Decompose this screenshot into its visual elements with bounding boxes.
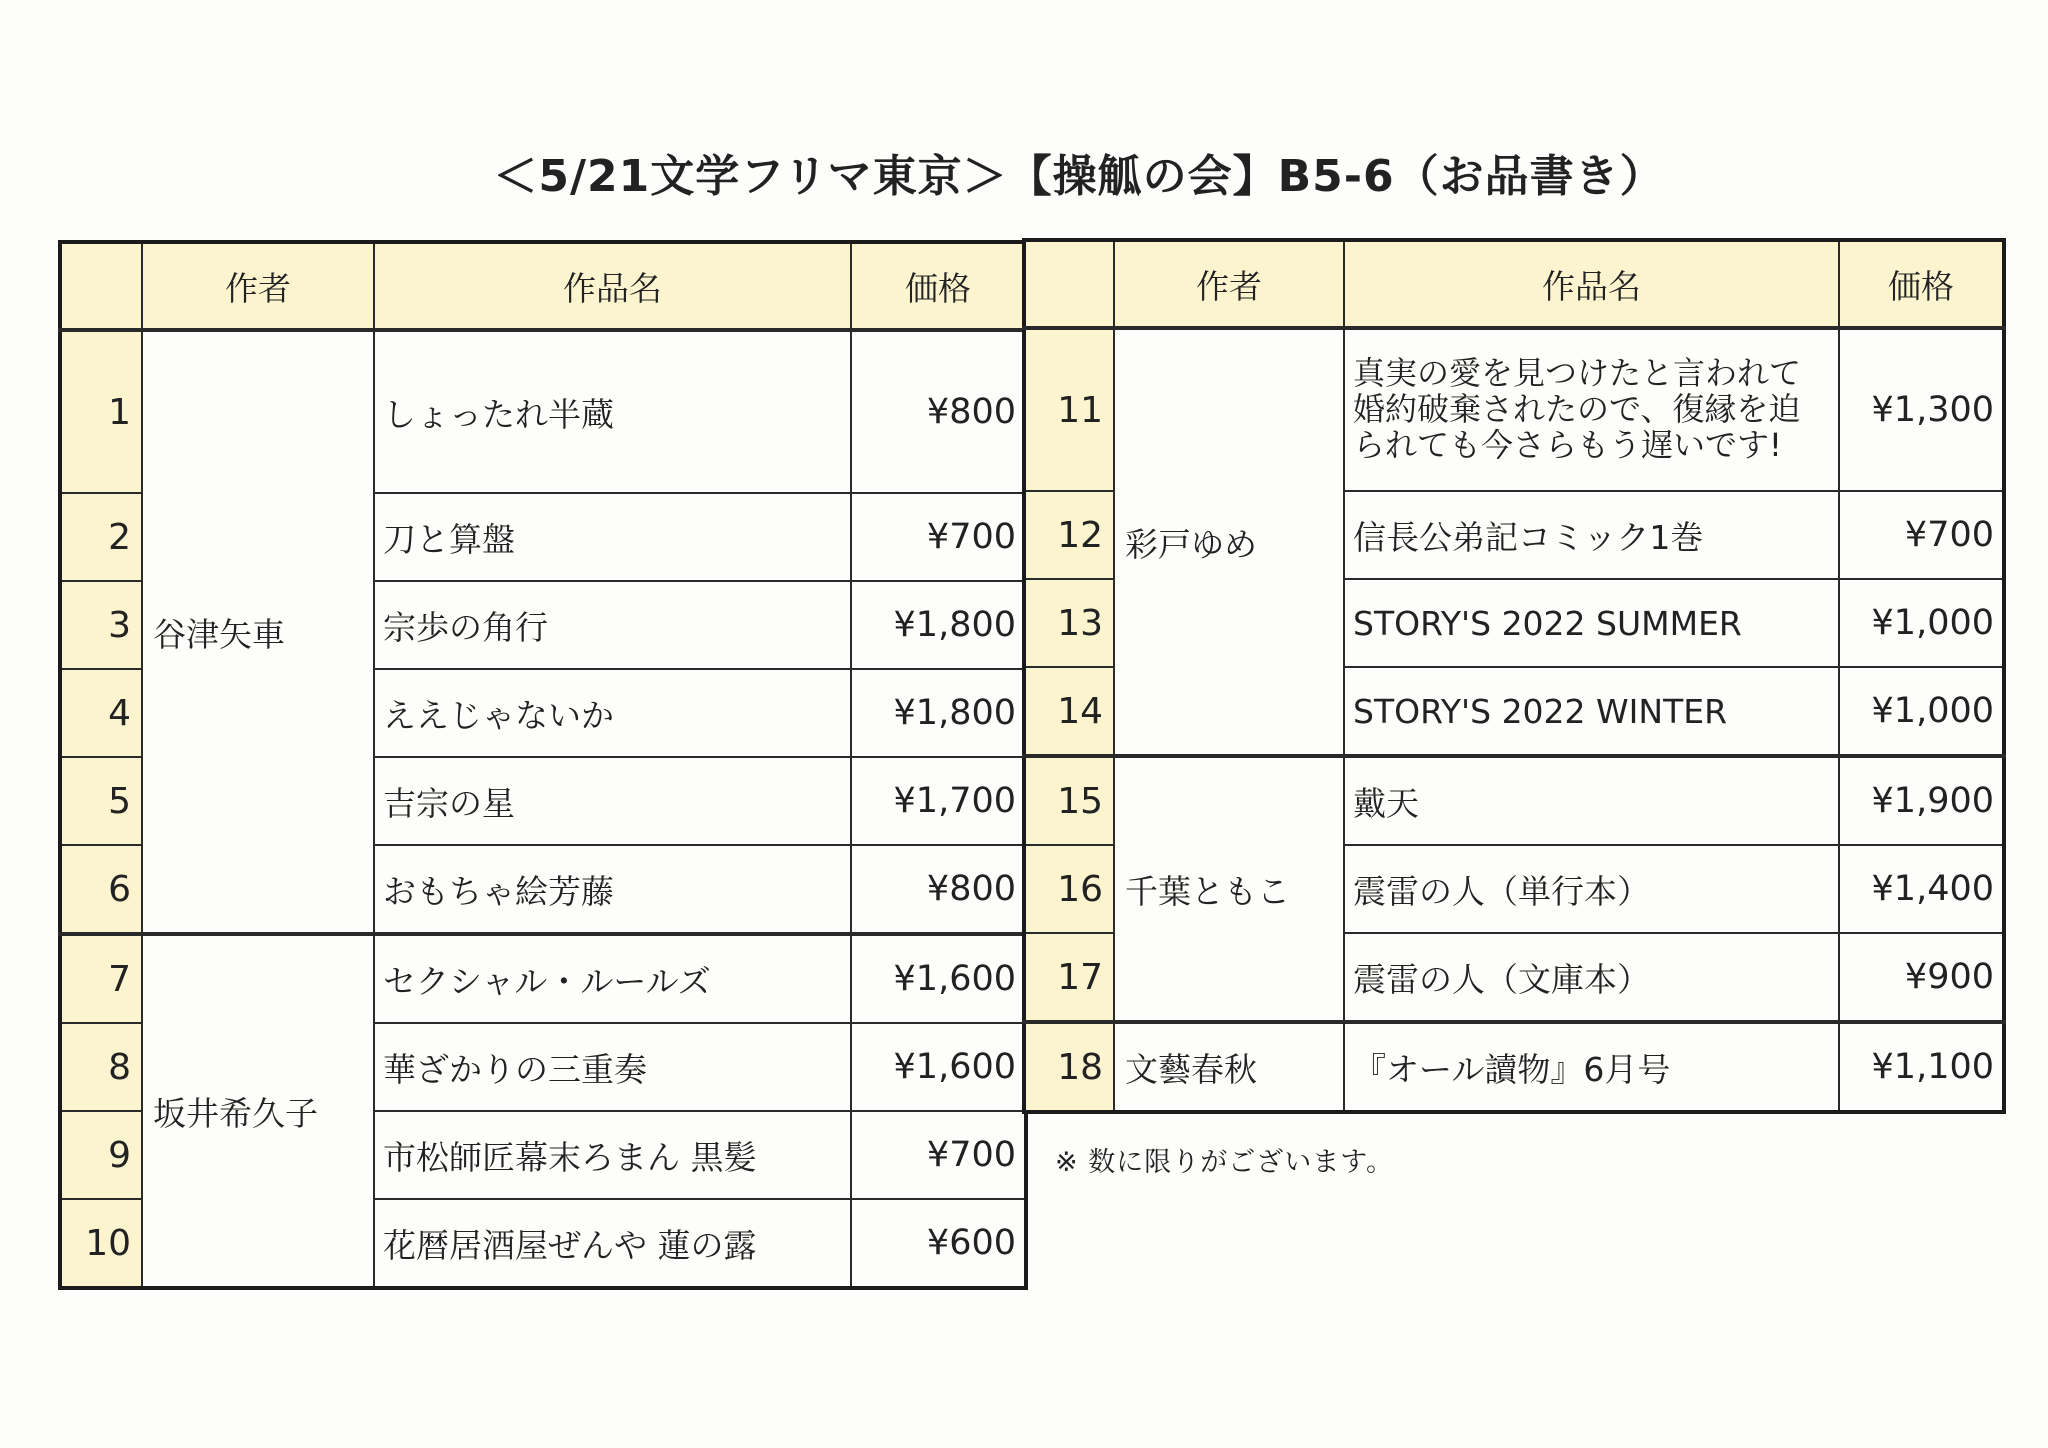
work-title: 震雷の人（単行本） <box>1344 845 1839 933</box>
work-title: 吉宗の星 <box>374 757 851 845</box>
item-number: 7 <box>60 934 142 1023</box>
work-title: 戴天 <box>1344 756 1839 845</box>
item-number: 11 <box>1024 328 1114 491</box>
item-number: 15 <box>1024 756 1114 845</box>
table-row <box>1024 328 2004 491</box>
work-title: しょったれ半蔵 <box>374 330 851 493</box>
work-title: セクシャル・ルールズ <box>374 934 851 1023</box>
price: ¥1,400 <box>1839 845 2004 933</box>
item-number: 5 <box>60 757 142 845</box>
price: ¥1,900 <box>1839 756 2004 845</box>
item-number: 4 <box>60 669 142 757</box>
work-title: 華ざかりの三重奏 <box>374 1023 851 1111</box>
table-row <box>60 934 1026 1023</box>
catalog-table-right <box>1022 238 2006 1114</box>
price: ¥1,800 <box>851 669 1026 757</box>
header-work: 作品名 <box>374 242 851 330</box>
price: ¥1,000 <box>1839 579 2004 667</box>
header-author: 作者 <box>1114 240 1344 328</box>
price: ¥800 <box>851 330 1026 493</box>
item-number: 16 <box>1024 845 1114 933</box>
table-row <box>1024 756 2004 845</box>
author-cell: 彩戸ゆめ <box>1114 328 1344 756</box>
work-title: STORY'S 2022 SUMMER <box>1344 579 1839 667</box>
author-cell: 文藝春秋 <box>1114 1022 1344 1112</box>
work-title: 『オール讀物』6月号 <box>1344 1022 1839 1112</box>
catalog-table-left <box>58 240 1028 1290</box>
author-cell: 谷津矢車 <box>142 330 374 934</box>
table-row <box>1024 1022 2004 1112</box>
stock-note: ※ 数に限りがございます。 <box>1055 1147 1395 1178</box>
item-number: 18 <box>1024 1022 1114 1112</box>
header-row <box>1024 240 2004 328</box>
item-number: 9 <box>60 1111 142 1199</box>
item-number: 13 <box>1024 579 1114 667</box>
work-title: 花暦居酒屋ぜんや 蓮の露 <box>374 1199 851 1288</box>
work-title: STORY'S 2022 WINTER <box>1344 667 1839 756</box>
author-cell: 坂井希久子 <box>142 934 374 1288</box>
price: ¥700 <box>851 493 1026 581</box>
item-number: 17 <box>1024 933 1114 1022</box>
header-price: 価格 <box>851 242 1026 330</box>
work-title: ええじゃないか <box>374 669 851 757</box>
header-author: 作者 <box>142 242 374 330</box>
work-title: おもちゃ絵芳藤 <box>374 845 851 934</box>
header-no <box>1024 240 1114 328</box>
item-number: 10 <box>60 1199 142 1288</box>
item-number: 12 <box>1024 491 1114 579</box>
page-title: ＜5/21文学フリマ東京＞【操觚の会】B5-6（お品書き） <box>493 151 1665 202</box>
item-number: 3 <box>60 581 142 669</box>
price: ¥1,700 <box>851 757 1026 845</box>
item-number: 2 <box>60 493 142 581</box>
header-no <box>60 242 142 330</box>
price: ¥1,600 <box>851 1023 1026 1111</box>
work-title: 市松師匠幕末ろまん 黒髪 <box>374 1111 851 1199</box>
table-row <box>60 330 1026 493</box>
item-number: 1 <box>60 330 142 493</box>
item-number: 14 <box>1024 667 1114 756</box>
price: ¥1,300 <box>1839 328 2004 491</box>
price: ¥700 <box>851 1111 1026 1199</box>
price: ¥900 <box>1839 933 2004 1022</box>
price: ¥1,800 <box>851 581 1026 669</box>
work-title: 刀と算盤 <box>374 493 851 581</box>
item-number: 8 <box>60 1023 142 1111</box>
header-price: 価格 <box>1839 240 2004 328</box>
work-title: 震雷の人（文庫本） <box>1344 933 1839 1022</box>
work-title: 宗歩の角行 <box>374 581 851 669</box>
price: ¥1,600 <box>851 934 1026 1023</box>
header-work: 作品名 <box>1344 240 1839 328</box>
price: ¥1,000 <box>1839 667 2004 756</box>
price: ¥600 <box>851 1199 1026 1288</box>
price: ¥700 <box>1839 491 2004 579</box>
author-cell: 千葉ともこ <box>1114 756 1344 1022</box>
price: ¥800 <box>851 845 1026 934</box>
header-row <box>60 242 1026 330</box>
price: ¥1,100 <box>1839 1022 2004 1112</box>
item-number: 6 <box>60 845 142 934</box>
work-title: 信長公弟記コミック1巻 <box>1344 491 1839 579</box>
work-title: 真実の愛を見つけたと言われて婚約破棄されたので、復縁を迫られても今さらもう遅いです! <box>1344 328 1839 491</box>
